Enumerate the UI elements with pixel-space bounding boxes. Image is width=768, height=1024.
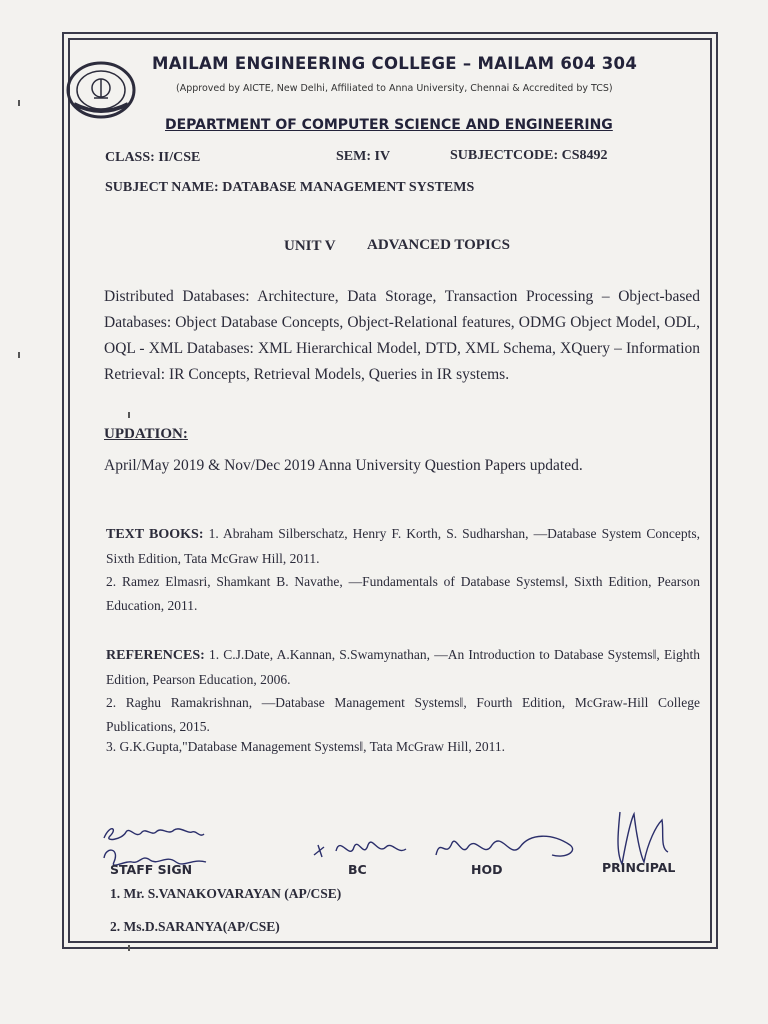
approval-line: (Approved by AICTE, New Delhi, Affiliated to Anna University, Chennai & Accredited by TCS) <box>176 83 613 94</box>
college-name: MAILAM ENGINEERING COLLEGE – MAILAM 604 304 <box>152 54 638 73</box>
reference-1: 1. C.J.Date, A.Kannan, S.Swamynathan, ―An Introduction to Database Systemsǁ, Eighth Edition, Pearson Education, 2006. <box>106 647 700 687</box>
subject-code: SUBJECTCODE: CS8492 <box>450 148 608 163</box>
margin-mark <box>128 412 130 418</box>
margin-mark <box>18 352 20 358</box>
text-book-1: 1. Abraham Silberschatz, Henry F. Korth, S. Sudharshan, ―Database System Concepts, Sixth Edition, Tata McGraw Hill, 2011. <box>106 526 701 566</box>
references-label: REFERENCES: <box>106 648 205 663</box>
staff-member-2: 2. Ms.D.SARANYA(AP/CSE) <box>110 919 280 934</box>
staff-member-1: 1. Mr. S.VANAKOVARAYAN (AP/CSE) <box>110 886 342 901</box>
syllabus-paragraph: Distributed Databases: Architecture, Data Storage, Transaction Processing – Object-based Databases: Object Database Concepts, Object-Relational features, ODMG Object Model, ODL, OQL - XML Databases: XML Hierarchical Model, DTD, XML Schema, XQuery – Information Retrieval: IR Concepts, Retrieval Models, Queries in IR systems. <box>104 288 700 383</box>
text-books-section <box>106 522 700 571</box>
subject-name: SUBJECT NAME: DATABASE MANAGEMENT SYSTEMS <box>105 180 475 195</box>
reference-2: 2. Raghu Ramakrishnan, ―Database Management Systemsǁ, Fourth Edition, McGraw-Hill College Publications, 2015. <box>106 695 700 734</box>
margin-mark <box>128 945 130 951</box>
updation-heading: UPDATION: <box>104 426 188 442</box>
hod-label: HOD <box>471 862 503 877</box>
reference-3: 3. G.K.Gupta,"Database Management Systemsǁ, Tata McGraw Hill, 2011. <box>106 739 506 754</box>
college-logo-icon <box>64 60 138 120</box>
unit-title: ADVANCED TOPICS <box>367 237 510 253</box>
unit-number: UNIT V <box>284 238 336 254</box>
bc-label: BC <box>348 862 367 877</box>
class-label: CLASS: II/CSE <box>105 150 201 165</box>
department-title: DEPARTMENT OF COMPUTER SCIENCE AND ENGINEERING <box>165 117 613 133</box>
principal-label: PRINCIPAL <box>602 860 676 875</box>
references-section <box>106 643 700 692</box>
text-books-label: TEXT BOOKS: <box>106 527 204 542</box>
margin-mark <box>18 100 20 106</box>
updation-text: April/May 2019 & Nov/Dec 2019 Anna University Question Papers updated. <box>104 457 583 474</box>
staff-sign-label: STAFF SIGN <box>110 862 193 877</box>
semester-label: SEM: IV <box>336 149 391 164</box>
text-book-2: 2. Ramez Elmasri, Shamkant B. Navathe, ―Fundamentals of Database Systemsǁ, Sixth Edition, Pearson Education, 2011. <box>106 574 700 613</box>
